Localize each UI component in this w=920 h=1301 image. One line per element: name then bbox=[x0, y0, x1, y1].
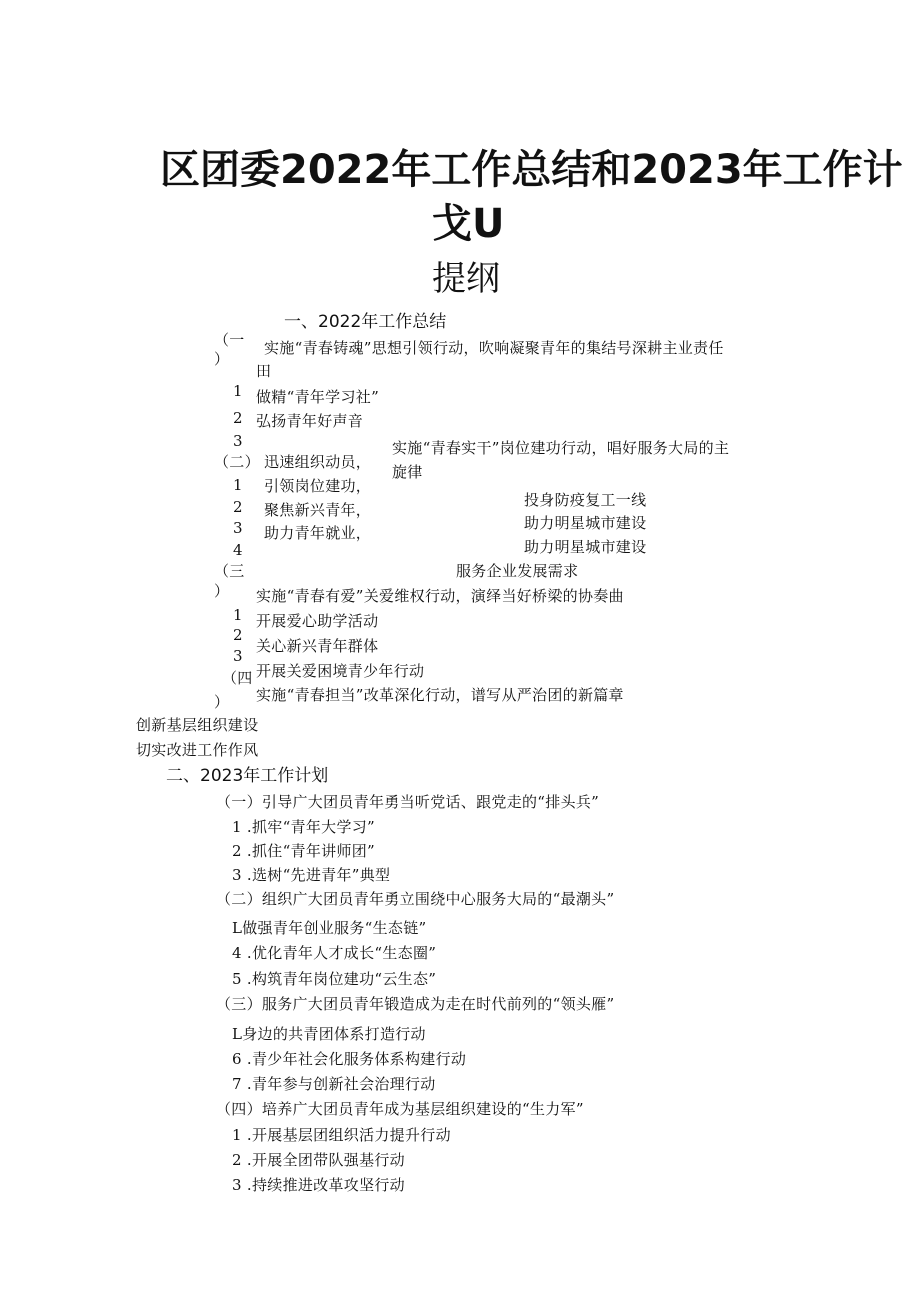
s2-num-3: 3 bbox=[233, 519, 243, 537]
s2-left-3: 聚焦新兴青年， bbox=[264, 501, 372, 519]
s2-title-cont: 旋律 bbox=[392, 463, 423, 481]
s3-mark-close: ） bbox=[214, 582, 230, 600]
s3-item-3: 开展关爱困境青少年行动 bbox=[256, 662, 425, 680]
s4-title: 实施“青春担当”改革深化行动，谱写从严治团的新篇章 bbox=[256, 686, 624, 704]
s1-num-3: 3 bbox=[233, 432, 243, 450]
s2-title: 实施“青春实干”岗位建功行动，唱好服务大局的主 bbox=[392, 439, 730, 457]
s3-item-2: 关心新兴青年群体 bbox=[256, 637, 379, 655]
s1-mark-open: （一 bbox=[214, 331, 245, 349]
plan-s2-item-2: 4 .优化青年人才成长“生态圈” bbox=[232, 944, 437, 962]
s4-item-2: 切实改进工作作风 bbox=[136, 741, 259, 759]
s2-num-1: 1 bbox=[233, 476, 243, 494]
plan-s2-title: （二）组织广大团员青年勇立围绕中心服务大局的“最潮头” bbox=[216, 890, 615, 908]
s3-num-2: 2 bbox=[233, 626, 243, 644]
s2-num-4: 4 bbox=[233, 541, 243, 559]
plan-s2-item-3: 5 .构筑青年岗位建功“云生态” bbox=[232, 970, 437, 988]
plan-s1-item-1: 1 .抓牢“青年大学习” bbox=[232, 818, 376, 836]
plan-s4-item-3: 3 .持续推进改革攻坚行动 bbox=[232, 1176, 405, 1194]
s1-num-2: 2 bbox=[233, 409, 243, 427]
page-title-line1: 区团委2022年工作总结和2023年工作计 bbox=[160, 147, 903, 193]
s2-right-1: 投身防疫复工一线 bbox=[524, 491, 647, 509]
plan-s3-title: （三）服务广大团员青年锻造成为走在时代前列的“领头雁” bbox=[216, 995, 615, 1013]
s3-title: 实施“青春有爱”关爱维权行动，演绎当好桥梁的协奏曲 bbox=[256, 587, 624, 605]
s2-right-4: 服务企业发展需求 bbox=[456, 562, 579, 580]
s3-item-1: 开展爱心助学活动 bbox=[256, 612, 379, 630]
page-subtitle: 提纲 bbox=[432, 259, 500, 299]
s1-title: 实施“青春铸魂”思想引领行动，吹响凝聚青年的集结号深耕主业责任 bbox=[264, 339, 724, 357]
s2-mark: （二） bbox=[214, 453, 260, 471]
s1-item-2: 弘扬青年好声音 bbox=[256, 412, 364, 430]
s2-right-2: 助力明星城市建设 bbox=[524, 514, 647, 532]
plan-s2-item-1: L做强青年创业服务“生态链” bbox=[232, 919, 427, 937]
plan-s4-item-2: 2 .开展全团带队强基行动 bbox=[232, 1151, 405, 1169]
s1-num-1: 1 bbox=[233, 382, 243, 400]
s3-mark-open: （三 bbox=[214, 562, 245, 580]
s2-left-4: 助力青年就业， bbox=[264, 524, 372, 542]
s2-right-3: 助力明星城市建设 bbox=[524, 538, 647, 556]
plan-s1-item-2: 2 .抓住“青年讲师团” bbox=[232, 842, 376, 860]
s2-left-2: 引领岗位建功， bbox=[264, 477, 372, 495]
s1-title-cont: 田 bbox=[256, 362, 272, 380]
s4-mark-close: ） bbox=[214, 693, 230, 711]
plan-s1-title: （一）引导广大团员青年勇当听党话、跟党走的“排头兵” bbox=[216, 793, 600, 811]
plan-s4-item-1: 1 .开展基层团组织活力提升行动 bbox=[232, 1126, 451, 1144]
section-heading-2023: 二、2023年工作计划 bbox=[166, 766, 329, 786]
s2-num-2: 2 bbox=[233, 498, 243, 516]
plan-s4-title: （四）培养广大团员青年成为基层组织建设的“生力军” bbox=[216, 1100, 584, 1118]
s2-left-1: 迅速组织动员， bbox=[264, 453, 372, 471]
section-heading-2022: 一、2022年工作总结 bbox=[284, 312, 447, 332]
plan-s3-item-2: 6 .青少年社会化服务体系构建行动 bbox=[232, 1050, 467, 1068]
plan-s3-item-3: 7 .青年参与创新社会治理行动 bbox=[232, 1075, 436, 1093]
s4-item-1: 创新基层组织建设 bbox=[136, 716, 259, 734]
page-title-line2: 戈U bbox=[432, 201, 505, 247]
s4-mark-open: （四 bbox=[222, 669, 253, 687]
plan-s1-item-3: 3 .选树“先进青年”典型 bbox=[232, 866, 391, 884]
s1-mark-close: ） bbox=[214, 350, 230, 368]
s1-item-1: 做精“青年学习社” bbox=[256, 388, 380, 406]
s3-num-3: 3 bbox=[233, 647, 243, 665]
s3-num-1: 1 bbox=[233, 606, 243, 624]
plan-s3-item-1: L身边的共青团体系打造行动 bbox=[232, 1025, 426, 1043]
